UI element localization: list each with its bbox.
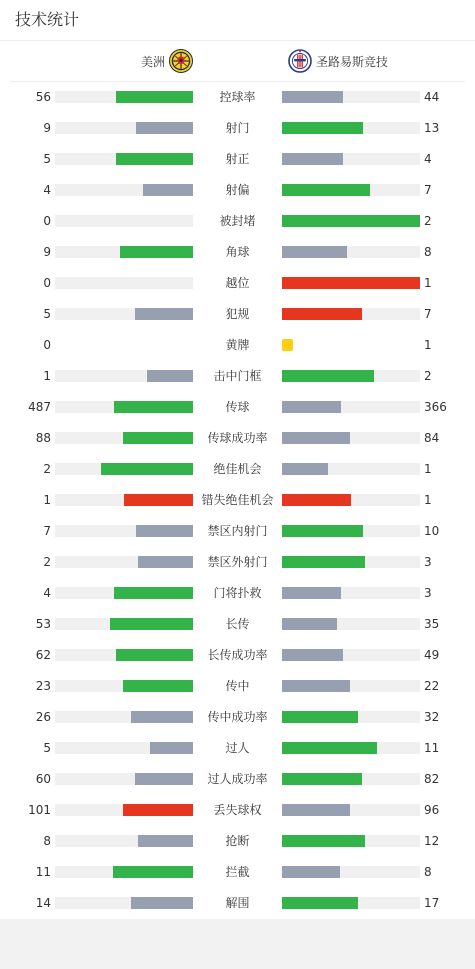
home-bar-track xyxy=(55,432,193,444)
away-value: 1 xyxy=(424,462,432,476)
away-value: 84 xyxy=(424,431,440,445)
home-team xyxy=(141,49,193,73)
away-bar-fill xyxy=(282,308,362,320)
stat-label: 射偏 xyxy=(225,183,250,197)
home-bar-fill xyxy=(113,866,193,878)
stat-row xyxy=(0,671,475,702)
home-bar-track xyxy=(55,122,193,134)
away-bar-track xyxy=(282,835,420,847)
away-bar-track xyxy=(282,525,420,537)
stat-label: 禁区外射门 xyxy=(207,555,268,569)
away-bar-track xyxy=(282,711,420,723)
stat-label: 过人成功率 xyxy=(207,772,268,786)
home-bar-fill xyxy=(116,649,193,661)
stat-label: 过人 xyxy=(225,741,250,755)
home-value: 26 xyxy=(35,710,51,724)
away-value: 17 xyxy=(424,896,440,910)
away-value: 2 xyxy=(424,369,432,383)
stat-label: 传中 xyxy=(225,679,250,693)
home-bar-fill xyxy=(131,711,193,723)
home-value: 11 xyxy=(35,865,51,879)
away-bar-fill xyxy=(282,494,351,506)
stat-label: 错失绝佳机会 xyxy=(201,493,274,507)
home-bar-track xyxy=(55,184,193,196)
home-bar-fill xyxy=(138,835,193,847)
away-value: 11 xyxy=(424,741,440,755)
stat-row xyxy=(0,175,475,206)
away-value: 7 xyxy=(424,307,432,321)
title-divider xyxy=(0,40,475,41)
home-value: 1 xyxy=(43,493,51,507)
home-bar-track xyxy=(55,897,193,909)
away-bar-fill xyxy=(282,401,341,413)
away-bar-track xyxy=(282,556,420,568)
away-bar-track xyxy=(282,184,420,196)
home-value: 0 xyxy=(43,338,51,352)
away-bar-track xyxy=(282,773,420,785)
stat-row xyxy=(0,857,475,888)
home-value: 9 xyxy=(43,121,51,135)
away-bar-fill xyxy=(282,463,328,475)
stat-row xyxy=(0,299,475,330)
away-bar-fill xyxy=(282,587,341,599)
stat-row xyxy=(0,237,475,268)
away-value: 1 xyxy=(424,276,432,290)
home-bar-track xyxy=(55,153,193,165)
home-bar-track xyxy=(55,215,193,227)
home-value: 5 xyxy=(43,741,51,755)
stat-label: 传球 xyxy=(225,400,250,414)
stat-label: 被封堵 xyxy=(219,214,256,228)
home-value: 8 xyxy=(43,834,51,848)
away-bar-fill xyxy=(282,277,420,289)
away-bar-fill xyxy=(282,153,343,165)
stat-row xyxy=(0,423,475,454)
away-bar-fill xyxy=(282,649,343,661)
away-bar-track xyxy=(282,91,420,103)
home-bar-fill xyxy=(101,463,193,475)
home-bar-fill xyxy=(138,556,193,568)
away-bar-track xyxy=(282,246,420,258)
away-value: 8 xyxy=(424,245,432,259)
stat-row xyxy=(0,330,475,361)
home-bar-track xyxy=(55,339,193,351)
away-bar-track xyxy=(282,277,420,289)
away-bar-track xyxy=(282,866,420,878)
away-bar-track xyxy=(282,215,420,227)
home-value: 101 xyxy=(28,803,51,817)
away-value: 7 xyxy=(424,183,432,197)
home-value: 4 xyxy=(43,586,51,600)
stat-label: 丢失球权 xyxy=(213,803,262,817)
home-bar-track xyxy=(55,370,193,382)
atletico-san-luis-crest-icon xyxy=(288,49,312,73)
stat-label: 控球率 xyxy=(219,90,256,104)
home-value: 1 xyxy=(43,369,51,383)
away-bar-fill xyxy=(282,773,362,785)
home-value: 14 xyxy=(35,896,51,910)
stat-row xyxy=(0,795,475,826)
away-value: 22 xyxy=(424,679,440,693)
home-bar-track xyxy=(55,587,193,599)
home-bar-fill xyxy=(116,153,193,165)
section-title: 技术统计 xyxy=(15,10,80,29)
stat-row xyxy=(0,113,475,144)
stat-row xyxy=(0,454,475,485)
home-bar-track xyxy=(55,618,193,630)
away-bar-track xyxy=(282,432,420,444)
away-value: 49 xyxy=(424,648,440,662)
home-value: 487 xyxy=(28,400,51,414)
away-value: 3 xyxy=(424,555,432,569)
away-team-name: 圣路易斯竞技 xyxy=(316,54,389,69)
away-value: 1 xyxy=(424,338,432,352)
away-bar-track xyxy=(282,339,420,351)
stat-label: 门将扑救 xyxy=(213,586,262,600)
away-value: 32 xyxy=(424,710,440,724)
home-bar-track xyxy=(55,773,193,785)
away-value: 366 xyxy=(424,400,447,414)
home-bar-fill xyxy=(150,742,193,754)
stat-label: 绝佳机会 xyxy=(213,462,262,476)
home-bar-fill xyxy=(110,618,193,630)
home-bar-fill xyxy=(124,494,193,506)
stat-label: 犯规 xyxy=(225,307,250,321)
away-bar-fill xyxy=(282,711,358,723)
away-bar-fill xyxy=(282,370,374,382)
away-bar-track xyxy=(282,618,420,630)
stat-row xyxy=(0,516,475,547)
home-bar-track xyxy=(55,866,193,878)
away-bar-fill xyxy=(282,742,377,754)
away-bar-fill xyxy=(282,556,365,568)
away-bar-track xyxy=(282,122,420,134)
away-bar-track xyxy=(282,897,420,909)
stat-row xyxy=(0,392,475,423)
stats-list xyxy=(0,82,475,919)
away-bar-track xyxy=(282,680,420,692)
stat-row xyxy=(0,144,475,175)
stat-label: 越位 xyxy=(225,276,250,290)
stat-row xyxy=(0,609,475,640)
home-bar-track xyxy=(55,556,193,568)
home-bar-track xyxy=(55,680,193,692)
away-value: 82 xyxy=(424,772,440,786)
away-value: 44 xyxy=(424,90,440,104)
away-team xyxy=(288,49,388,73)
home-bar-fill xyxy=(114,401,193,413)
home-bar-fill xyxy=(143,184,193,196)
stat-label: 拦截 xyxy=(225,865,250,879)
stat-row xyxy=(0,361,475,392)
away-bar-track xyxy=(282,153,420,165)
away-value: 96 xyxy=(424,803,440,817)
stat-row xyxy=(0,640,475,671)
stat-label: 长传成功率 xyxy=(207,648,268,662)
home-bar-fill xyxy=(114,587,193,599)
stat-label: 抢断 xyxy=(225,834,250,848)
away-bar-fill xyxy=(282,339,293,351)
away-value: 1 xyxy=(424,493,432,507)
home-value: 9 xyxy=(43,245,51,259)
home-value: 56 xyxy=(35,90,51,104)
home-value: 5 xyxy=(43,307,51,321)
away-bar-fill xyxy=(282,525,363,537)
away-value: 4 xyxy=(424,152,432,166)
home-bar-track xyxy=(55,711,193,723)
home-value: 2 xyxy=(43,555,51,569)
away-value: 8 xyxy=(424,865,432,879)
stat-label: 击中门框 xyxy=(213,369,262,383)
away-bar-track xyxy=(282,463,420,475)
home-bar-fill xyxy=(131,897,193,909)
home-value: 0 xyxy=(43,214,51,228)
home-bar-track xyxy=(55,835,193,847)
away-bar-fill xyxy=(282,680,350,692)
home-value: 4 xyxy=(43,183,51,197)
stat-row xyxy=(0,578,475,609)
home-bar-fill xyxy=(135,773,193,785)
home-value: 2 xyxy=(43,462,51,476)
home-bar-fill xyxy=(136,122,193,134)
away-value: 10 xyxy=(424,524,440,538)
home-bar-track xyxy=(55,308,193,320)
home-value: 0 xyxy=(43,276,51,290)
stat-row xyxy=(0,82,475,113)
home-bar-fill xyxy=(136,525,193,537)
home-bar-track xyxy=(55,401,193,413)
away-bar-fill xyxy=(282,835,365,847)
away-bar-track xyxy=(282,370,420,382)
away-bar-track xyxy=(282,401,420,413)
stat-row xyxy=(0,826,475,857)
home-bar-fill xyxy=(135,308,193,320)
stat-row xyxy=(0,764,475,795)
home-value: 53 xyxy=(35,617,51,631)
home-bar-fill xyxy=(120,246,193,258)
away-value: 13 xyxy=(424,121,440,135)
away-value: 35 xyxy=(424,617,440,631)
away-bar-fill xyxy=(282,122,363,134)
stat-label: 长传 xyxy=(225,617,250,631)
stat-row xyxy=(0,702,475,733)
away-bar-fill xyxy=(282,804,350,816)
away-bar-track xyxy=(282,494,420,506)
away-bar-fill xyxy=(282,246,347,258)
home-bar-track xyxy=(55,277,193,289)
home-bar-track xyxy=(55,804,193,816)
away-value: 2 xyxy=(424,214,432,228)
home-bar-track xyxy=(55,494,193,506)
away-bar-track xyxy=(282,742,420,754)
away-bar-fill xyxy=(282,215,420,227)
home-value: 88 xyxy=(35,431,51,445)
stat-label: 射门 xyxy=(225,121,250,135)
away-bar-fill xyxy=(282,432,350,444)
home-value: 7 xyxy=(43,524,51,538)
stat-label: 解围 xyxy=(225,896,250,910)
club-america-crest-icon xyxy=(169,49,193,73)
stat-row xyxy=(0,888,475,919)
away-bar-fill xyxy=(282,91,343,103)
stat-row xyxy=(0,733,475,764)
away-bar-fill xyxy=(282,618,337,630)
away-bar-track xyxy=(282,804,420,816)
home-bar-fill xyxy=(123,680,193,692)
stat-label: 禁区内射门 xyxy=(207,524,268,538)
away-bar-track xyxy=(282,308,420,320)
home-bar-fill xyxy=(123,432,193,444)
home-bar-track xyxy=(55,91,193,103)
stat-row xyxy=(0,268,475,299)
home-value: 23 xyxy=(35,679,51,693)
away-value: 12 xyxy=(424,834,440,848)
away-bar-track xyxy=(282,649,420,661)
stat-label: 黄牌 xyxy=(225,338,250,352)
stat-label: 角球 xyxy=(225,245,250,259)
home-bar-fill xyxy=(116,91,193,103)
away-bar-fill xyxy=(282,897,358,909)
home-bar-track xyxy=(55,742,193,754)
stat-label: 射正 xyxy=(225,152,250,166)
stat-row xyxy=(0,206,475,237)
away-bar-fill xyxy=(282,866,340,878)
home-value: 62 xyxy=(35,648,51,662)
home-bar-track xyxy=(55,246,193,258)
home-value: 60 xyxy=(35,772,51,786)
home-bar-fill xyxy=(123,804,193,816)
stat-row xyxy=(0,547,475,578)
away-bar-track xyxy=(282,587,420,599)
home-bar-track xyxy=(55,649,193,661)
home-bar-track xyxy=(55,525,193,537)
stat-label: 传中成功率 xyxy=(207,710,268,724)
home-bar-fill xyxy=(147,370,193,382)
home-bar-track xyxy=(55,463,193,475)
away-value: 3 xyxy=(424,586,432,600)
away-bar-fill xyxy=(282,184,370,196)
stat-label: 传球成功率 xyxy=(207,431,268,445)
stat-row xyxy=(0,485,475,516)
home-team-name: 美洲 xyxy=(140,54,165,69)
home-value: 5 xyxy=(43,152,51,166)
